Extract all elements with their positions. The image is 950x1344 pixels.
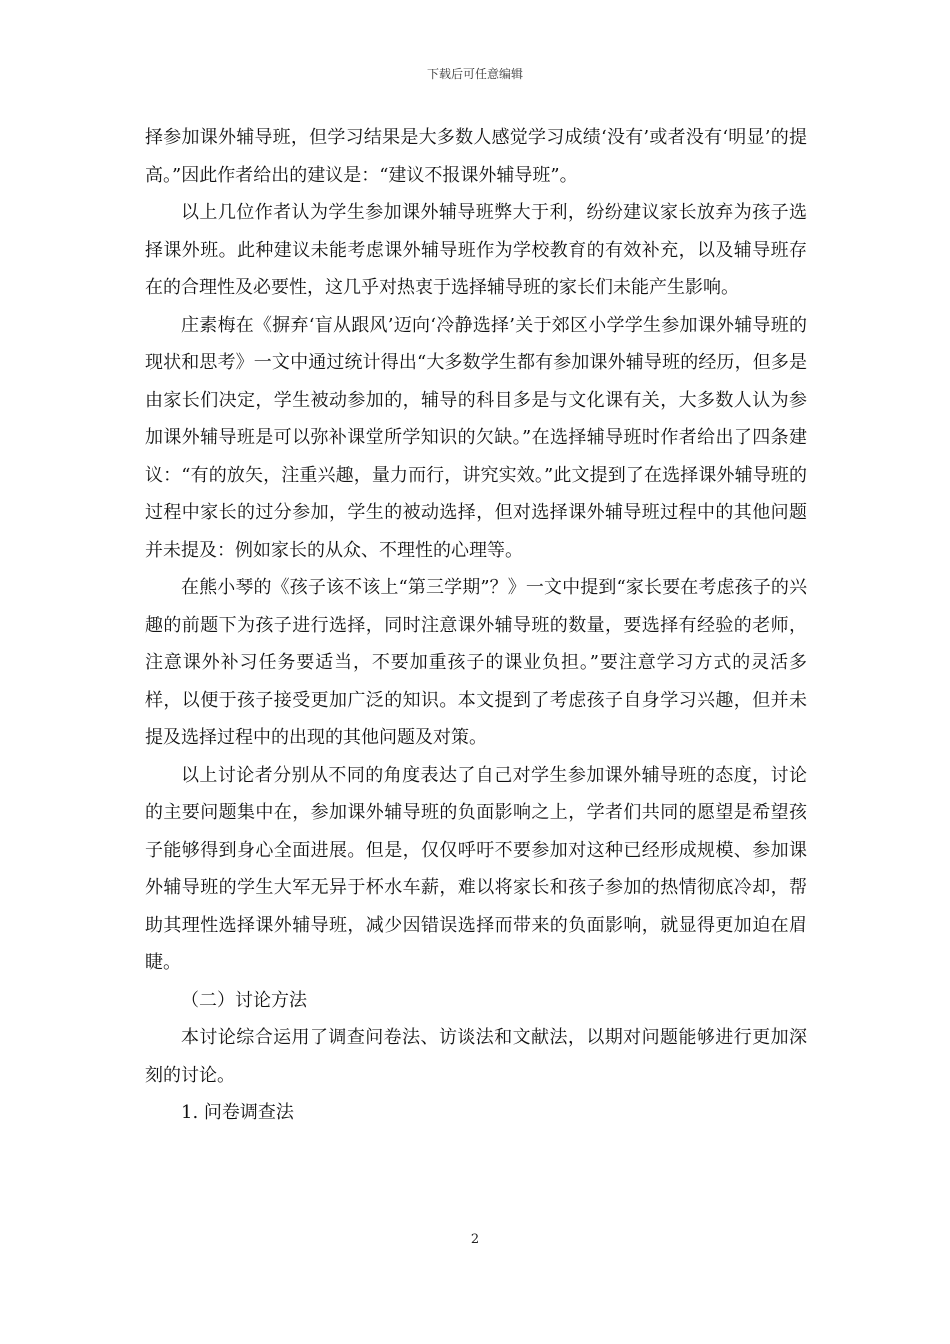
paragraph-zhuang-sumei: 庄素梅在《摒弃‘盲从跟风’迈向‘冷静选择’关于郊区小学学生参加课外辅导班的现状和思考》一文中通过统计得出“大多数学生都有参加课外辅导班的经历，但多是由家长们决定，学生被动参加的，辅导的科目多是与文化课有关，大多数人认为参加课外辅导班是可以弥补课堂所学知识的欠缺。”在选择辅导班时作者给出了四条建议：“有的放矢，注重兴趣，量力而行，讲究实效。”此文提到了在选择课外辅导班的过程中家长的过分参加，学生的被动选择，但对选择课外辅导班过程中的其他问题并未提及：例如家长的从众、不理性的心理等。	[145, 314, 807, 561]
paragraph-authors-summary: 以上几位作者认为学生参加课外辅导班弊大于利，纷纷建议家长放弃为孩子选择课外班。此种建议未能考虑课外辅导班作为学校教育的有效补充，以及辅导班存在的合理性及必要性，这几乎对热衷于选择辅导班的家长们未能产生影响。	[145, 202, 807, 298]
document-body	[145, 119, 807, 1132]
paragraph-discussion-summary: 以上讨论者分别从不同的角度表达了自己对学生参加课外辅导班的态度，讨论的主要问题集中在，参加课外辅导班的负面影响之上，学者们共同的愿望是希望孩子能够得到身心全面进展。但是，仅仅呼吁不要参加对这种已经形成规模、参加课外辅导班的学生大军无异于杯水车薪，难以将家长和孩子参加的热情彻底冷却，帮助其理性选择课外辅导班，减少因错误选择而带来的负面影响，就显得更加迫在眉睫。	[145, 764, 807, 973]
paragraph-methods: 本讨论综合运用了调查问卷法、访谈法和文献法，以期对问题能够进行更加深刻的讨论。	[145, 1027, 807, 1086]
subheading-questionnaire: 1. 问卷调查法	[181, 1102, 294, 1123]
paragraph-xiong-xiaoqin: 在熊小琴的《孩子该不该上“第三学期”？》一文中提到“家长要在考虑孩子的兴趣的前题下为孩子进行选择，同时注意课外辅导班的数量，要选择有经验的老师，注意课外补习任务要适当，不要加重孩子的课业负担。”要注意学习方式的灵活多样，以便于孩子接受更加广泛的知识。本文提到了考虑孩子自身学习兴趣，但并未提及选择过程中的出现的其他问题及对策。	[145, 577, 807, 748]
section-heading-methods: （二）讨论方法	[181, 989, 307, 1011]
paragraph-continuation: 择参加课外辅导班，但学习结果是大多数人感觉学习成绩‘没有’或者没有‘明显’的提高。”因此作者给出的建议是：“建议不报课外辅导班”。	[145, 127, 807, 186]
page-number: 2	[470, 1232, 480, 1247]
page-header: 下载后可任意编辑	[426, 67, 523, 81]
